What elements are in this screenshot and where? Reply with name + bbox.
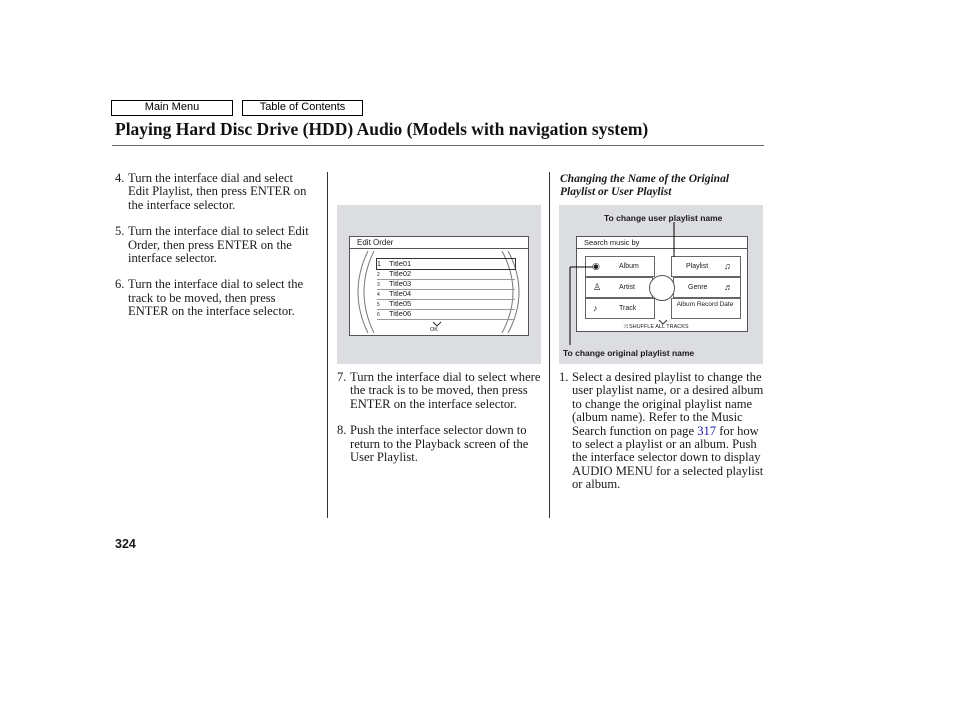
page-link[interactable]: 317 [697, 423, 717, 438]
step-7 [337, 371, 542, 411]
track-number: 4 [377, 292, 380, 298]
page-number: 324 [115, 537, 136, 551]
step-4 [115, 172, 317, 212]
shuffle-text: SHUFFLE ALL TRACKS [628, 324, 689, 330]
screen-header: Edit Order [350, 237, 528, 249]
step-number: 6. [115, 277, 125, 292]
step-5 [115, 225, 317, 265]
step-text: Select a desired playlist to change the user playlist name, or a desired album to change the original playlist name (album name). Refer to the Music Search function on page [572, 370, 764, 438]
step-6 [115, 278, 317, 318]
genre-label: Genre [688, 284, 708, 291]
screen-header: Search music by [577, 237, 747, 249]
callout-lines [559, 205, 763, 364]
track-title: Title03 [389, 279, 412, 288]
callout-original-playlist: To change original playlist name [563, 348, 695, 358]
track-title: Title05 [389, 299, 412, 308]
step-text: Turn the interface dial to select Edit Order, then press ENTER on the interface selector. [128, 224, 309, 266]
shuffle-icon: ⤨ [623, 324, 628, 330]
step-text: for how to select a playlist or an album. Push the interface selector down to display AUDIO MENU for a selected playlist or album. [572, 423, 764, 492]
track-number: 5 [377, 302, 380, 308]
step-text: Turn the interface dial and select Edit Playlist, then press ENTER on the interface selector. [128, 171, 307, 212]
step-number: 7. [337, 370, 347, 384]
track-number: 6 [377, 312, 380, 318]
step-8 [337, 424, 542, 464]
track-title: Title01 [389, 259, 412, 268]
step-text: Turn the interface dial to select the track to be moved, then press ENTER on the interface selector. [128, 277, 304, 319]
edit-order-figure [337, 205, 541, 364]
column-divider [549, 172, 550, 518]
playlist-icon: ♫ [724, 261, 731, 271]
track-number: 3 [377, 282, 380, 288]
album-record-date-label: Album Record Date [676, 301, 734, 308]
step-text: Turn the interface dial to select where the track is to be moved, then press ENTER on the interface selector. [350, 370, 541, 411]
step-1 [559, 371, 764, 492]
main-menu-button[interactable]: Main Menu [111, 100, 233, 116]
track-title: Title04 [389, 289, 412, 298]
track-number: 1 [377, 261, 381, 268]
table-of-contents-button[interactable]: Table of Contents [242, 100, 363, 116]
title-rule [112, 145, 764, 146]
person-icon: ♙ [593, 282, 602, 292]
section-subheading: Changing the Name of the Original Playlist or User Playlist [560, 173, 730, 198]
track-title: Title06 [389, 309, 412, 318]
note-icon: ♪ [593, 303, 598, 313]
playlist-label: Playlist [686, 263, 709, 270]
page-title: Playing Hard Disc Drive (HDD) Audio (Models with navigation system) [115, 119, 649, 139]
album-label: Album [619, 263, 639, 270]
step-text: Push the interface selector down to return to the Playback screen of the User Playlist. [350, 423, 529, 465]
track-number: 2 [377, 272, 380, 278]
track-title: Title02 [389, 269, 412, 278]
track-label: Track [619, 305, 637, 312]
right-column [559, 371, 764, 492]
left-column [115, 172, 317, 319]
callout-user-playlist: To change user playlist name [604, 213, 723, 223]
column-divider [327, 172, 328, 518]
step-number: 8. [337, 423, 347, 438]
disc-icon: ◉ [592, 261, 600, 271]
middle-column [337, 371, 542, 464]
edit-order-screen [349, 236, 529, 336]
step-number: 5. [115, 224, 125, 239]
genre-icon: ♬ [724, 282, 733, 292]
ok-label: OK [430, 327, 438, 333]
music-search-figure [559, 205, 763, 364]
artist-label: Artist [619, 284, 635, 291]
track-row[interactable] [377, 309, 515, 320]
step-number: 1. [559, 370, 569, 384]
step-number: 4. [115, 171, 125, 185]
